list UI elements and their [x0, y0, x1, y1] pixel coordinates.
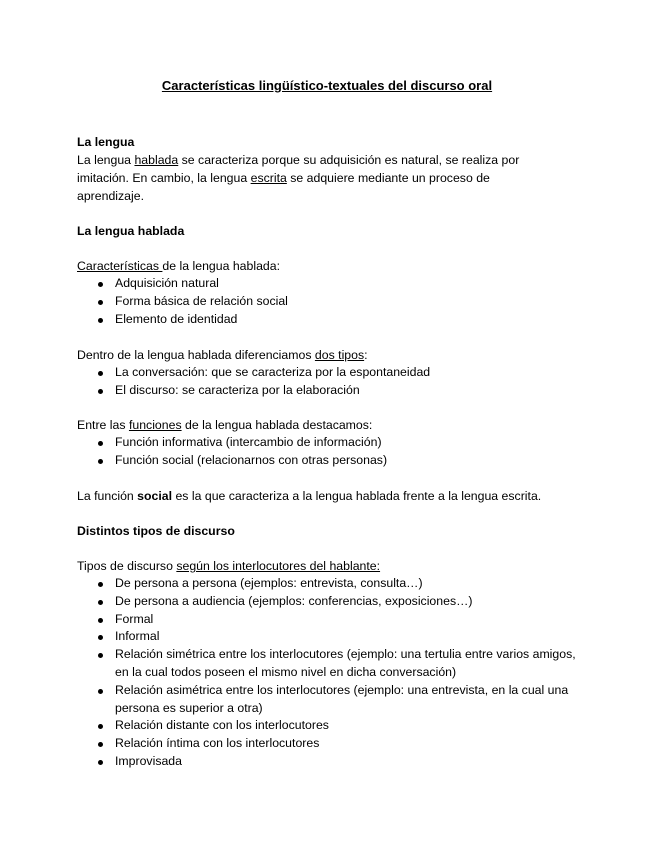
funciones-list [77, 434, 577, 470]
discurso-list [77, 575, 577, 771]
tipos-intro: Dentro de la lengua hablada diferenciamos dos tipos: [77, 348, 368, 362]
list-item: Relación íntima con los interlocutores [77, 735, 577, 753]
discurso-intro: Tipos de discurso según los interlocutores del hablante: [77, 559, 381, 573]
list-item: El discurso: se caracteriza por la elaboración [77, 382, 577, 400]
list-item: Función social (relacionarnos con otras personas) [77, 452, 577, 470]
heading-tipos-discurso: Distintos tipos de discurso [77, 524, 235, 538]
funciones-intro: Entre las funciones de la lengua hablada destacamos: [77, 418, 373, 432]
tipos-list [77, 364, 577, 400]
escrita-link: escrita [250, 171, 287, 185]
document-title: Características lingüístico-textuales del discurso oral [161, 78, 493, 93]
list-item: Relación simétrica entre los interlocutores (ejemplo: una tertulia entre varios amigos, en la cual todos poseen el mismo nivel en dicha conversación) [77, 646, 577, 682]
list-item: Relación distante con los interlocutores [77, 717, 577, 735]
caracteristicas-intro: Características de la lengua hablada: [77, 259, 281, 273]
lengua-paragraph-line-2: imitación. En cambio, la lengua escrita se adquiere mediante un proceso de [77, 171, 490, 185]
list-item: Elemento de identidad [77, 311, 577, 329]
list-item: De persona a persona (ejemplos: entrevista, consulta…) [77, 575, 577, 593]
list-item: Forma básica de relación social [77, 293, 577, 311]
hablada-link: hablada [134, 153, 179, 167]
heading-la-lengua: La lengua [77, 135, 135, 149]
list-item: Informal [77, 628, 577, 646]
caracteristicas-list [77, 275, 577, 328]
heading-lengua-hablada: La lengua hablada [77, 224, 185, 238]
lengua-paragraph-line-1: La lengua hablada se caracteriza porque su adquisición es natural, se realiza por [77, 153, 520, 167]
list-item: Formal [77, 611, 577, 629]
list-item: Improvisada [77, 753, 577, 771]
lengua-paragraph-line-3: aprendizaje. [77, 189, 144, 203]
list-item: La conversación: que se caracteriza por la espontaneidad [77, 364, 577, 382]
list-item: Relación asimétrica entre los interlocutores (ejemplo: una entrevista, en la cual una persona es superior a otra) [77, 682, 577, 718]
funcion-social-paragraph: La función social es la que caracteriza a la lengua hablada frente a la lengua escrita. [77, 489, 542, 503]
list-item: Adquisición natural [77, 275, 577, 293]
list-item: De persona a audiencia (ejemplos: conferencias, exposiciones…) [77, 593, 577, 611]
list-item: Función informativa (intercambio de información) [77, 434, 577, 452]
